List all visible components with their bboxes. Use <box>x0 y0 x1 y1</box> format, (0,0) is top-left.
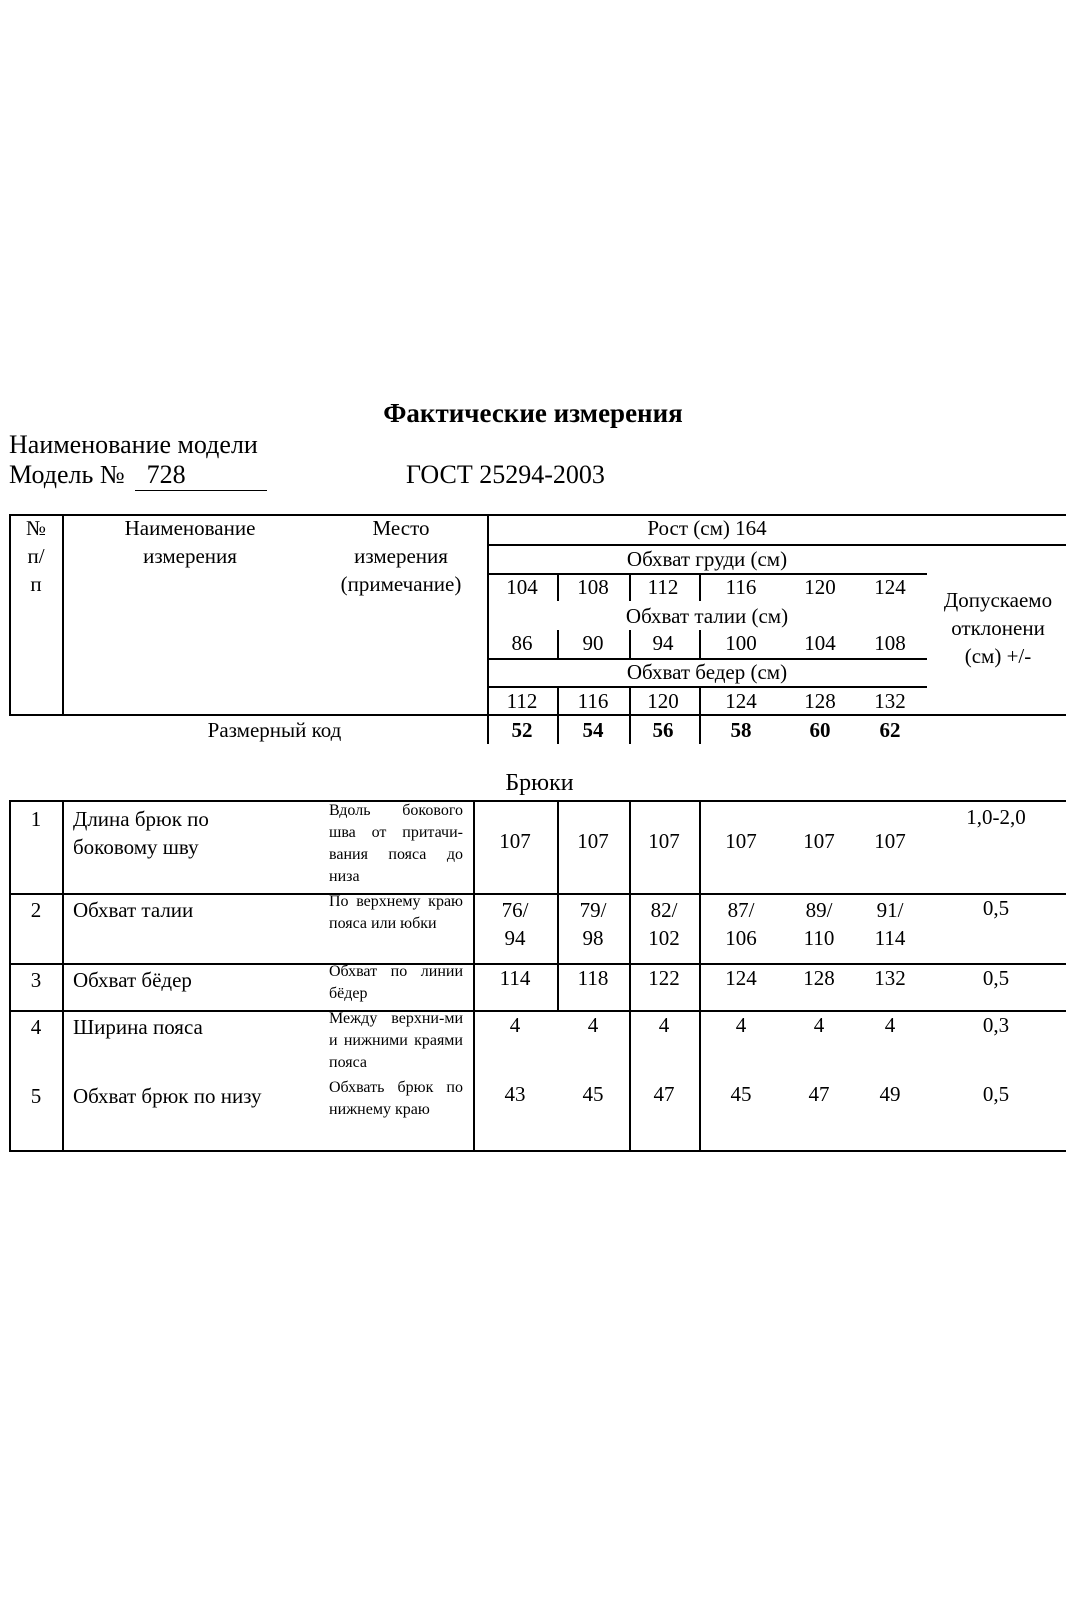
size-code: 52 <box>511 718 533 742</box>
measurement-name <box>73 1013 203 1041</box>
measurement-value: 124 <box>725 966 757 990</box>
measurement-value: 107 <box>577 829 609 853</box>
measurement-value <box>475 896 555 952</box>
size-code: 56 <box>652 718 674 742</box>
measurement-name-line: Ширина пояса <box>73 1015 203 1039</box>
measurement-value: 122 <box>648 966 680 990</box>
measurement-value: 45 <box>582 1082 604 1106</box>
measurement-note: Вдоль бокового шва от притачи-вания пояса до низа <box>329 802 463 885</box>
measurement-value-line: 94 <box>504 926 526 950</box>
measurement-value: 128 <box>803 966 835 990</box>
measurement-value: 4 <box>509 1013 521 1037</box>
measurement-value: 107 <box>725 829 757 853</box>
section-title: Брюки <box>505 770 574 796</box>
header-num-line: п <box>30 572 42 596</box>
waist-value: 100 <box>725 631 757 655</box>
document-title: Фактические измерения <box>383 398 683 428</box>
header-num <box>10 514 62 598</box>
tolerance-value: 1,0-2,0 <box>966 805 1026 829</box>
table-divider <box>62 800 64 1151</box>
chest-value: 120 <box>804 575 836 599</box>
size-code: 58 <box>730 718 752 742</box>
measurement-name <box>73 1082 262 1110</box>
table-border <box>9 1150 1066 1152</box>
chest-value: 116 <box>725 575 757 599</box>
measurement-value: 107 <box>803 829 835 853</box>
row-number: 3 <box>30 968 42 992</box>
table-divider <box>9 893 1066 895</box>
header-height: Рост (см) 164 <box>647 516 767 540</box>
measurement-value <box>553 896 633 952</box>
header-num-line: № <box>25 516 47 540</box>
measurement-value: 107 <box>499 829 531 853</box>
measurement-value <box>701 896 781 952</box>
hip-value: 128 <box>804 689 836 713</box>
measurement-value: 107 <box>874 829 906 853</box>
standard-label: ГОСТ 25294-2003 <box>406 460 605 489</box>
header-chest: Обхват груди (см) <box>626 547 788 571</box>
tolerance-value: 0,5 <box>982 966 1010 990</box>
model-label: Модель № <box>9 460 125 489</box>
size-code-label: Размерный код <box>207 718 342 742</box>
measurement-value: 47 <box>653 1082 675 1106</box>
size-code: 62 <box>879 718 901 742</box>
row-number: 1 <box>30 807 42 831</box>
measurement-value-line: 79/ <box>579 898 607 922</box>
measurement-name-line: Обхват талии <box>73 898 194 922</box>
table-divider <box>62 514 64 714</box>
row-number: 4 <box>30 1015 42 1039</box>
hip-value: 132 <box>874 689 906 713</box>
hip-value: 112 <box>506 689 538 713</box>
header-hips: Обхват бедер (см) <box>626 660 788 684</box>
measurement-name-line: боковому шву <box>73 835 199 859</box>
measurement-value <box>624 896 704 952</box>
measurement-value: 114 <box>499 966 531 990</box>
chest-value: 104 <box>506 575 538 599</box>
header-tolerance-line: отклонени <box>951 616 1045 640</box>
measurement-value-line: 114 <box>874 926 906 950</box>
measurement-name-line: Обхват бёдер <box>73 968 192 992</box>
header-tolerance <box>930 586 1066 670</box>
measurement-value-line: 89/ <box>805 898 833 922</box>
model-name-label: Наименование модели <box>9 430 258 459</box>
measurement-value-line: 106 <box>725 926 757 950</box>
model-line <box>9 460 267 491</box>
waist-value: 108 <box>874 631 906 655</box>
measurement-name <box>73 896 193 924</box>
row-number: 5 <box>30 1084 42 1108</box>
table-divider <box>487 686 927 688</box>
measurement-value: 43 <box>504 1082 526 1106</box>
row-number: 2 <box>30 898 42 922</box>
waist-value: 86 <box>511 631 533 655</box>
tolerance-value: 0,5 <box>982 896 1010 920</box>
waist-value: 94 <box>652 631 674 655</box>
measurement-name-line: Обхват брюк по низу <box>73 1084 262 1108</box>
hip-value: 120 <box>647 689 679 713</box>
measurement-value: 132 <box>874 966 906 990</box>
header-place <box>322 514 480 598</box>
measurement-note: Обхвать брюк по нижнему краю <box>329 1079 463 1118</box>
measurement-value-line: 110 <box>803 926 835 950</box>
measurement-value-line: 87/ <box>727 898 755 922</box>
table-divider <box>9 800 1066 802</box>
chest-value: 124 <box>874 575 906 599</box>
model-number: 728 <box>135 460 267 491</box>
measurement-value: 4 <box>587 1013 599 1037</box>
measurement-name-line: Длина брюк по <box>73 807 209 831</box>
header-place-line: измерения <box>354 544 448 568</box>
chest-value: 112 <box>647 575 679 599</box>
tolerance-value: 0,5 <box>982 1082 1010 1106</box>
measurement-note: По верхнему краю пояса или юбки <box>329 893 463 932</box>
measurement-value: 4 <box>813 1013 825 1037</box>
measurement-value-line: 98 <box>582 926 604 950</box>
measurement-value: 118 <box>577 966 609 990</box>
measurement-value <box>850 896 930 952</box>
header-name-line: Наименование <box>124 516 256 540</box>
measurement-name <box>73 805 209 861</box>
tolerance-value: 0,3 <box>982 1013 1010 1037</box>
measurement-value <box>779 896 859 952</box>
waist-value: 104 <box>804 631 836 655</box>
hip-value: 116 <box>577 689 609 713</box>
header-waist: Обхват талии (см) <box>625 604 789 628</box>
size-code: 54 <box>582 718 604 742</box>
measurement-name <box>73 966 192 994</box>
hip-value: 124 <box>725 689 757 713</box>
measurement-value-line: 102 <box>648 926 680 950</box>
table-divider <box>9 963 1066 965</box>
measurement-value: 107 <box>648 829 680 853</box>
measurement-value-line: 91/ <box>876 898 904 922</box>
waist-value: 90 <box>582 631 604 655</box>
header-place-line: Место <box>372 516 430 540</box>
measurement-value: 4 <box>658 1013 670 1037</box>
measurement-value: 4 <box>735 1013 747 1037</box>
measurement-value: 49 <box>879 1082 901 1106</box>
header-place-line: (примечание) <box>340 572 462 596</box>
size-code: 60 <box>809 718 831 742</box>
measurement-note: Между верхни-ми и нижними краями пояса <box>329 1010 463 1071</box>
measurement-value-line: 82/ <box>650 898 678 922</box>
measurement-note: Обхват по линии бёдер <box>329 963 463 1002</box>
header-num-line: п/ <box>27 544 45 568</box>
measurement-value: 4 <box>884 1013 896 1037</box>
measurement-value-line: 76/ <box>501 898 529 922</box>
header-tolerance-line: (см) +/- <box>964 644 1032 668</box>
chest-value: 108 <box>577 575 609 599</box>
header-name-line: измерения <box>143 544 237 568</box>
header-tolerance-line: Допускаемо <box>943 588 1053 612</box>
table-divider <box>9 1010 1066 1012</box>
measurement-value: 47 <box>808 1082 830 1106</box>
header-name <box>70 514 310 570</box>
measurement-value: 45 <box>730 1082 752 1106</box>
